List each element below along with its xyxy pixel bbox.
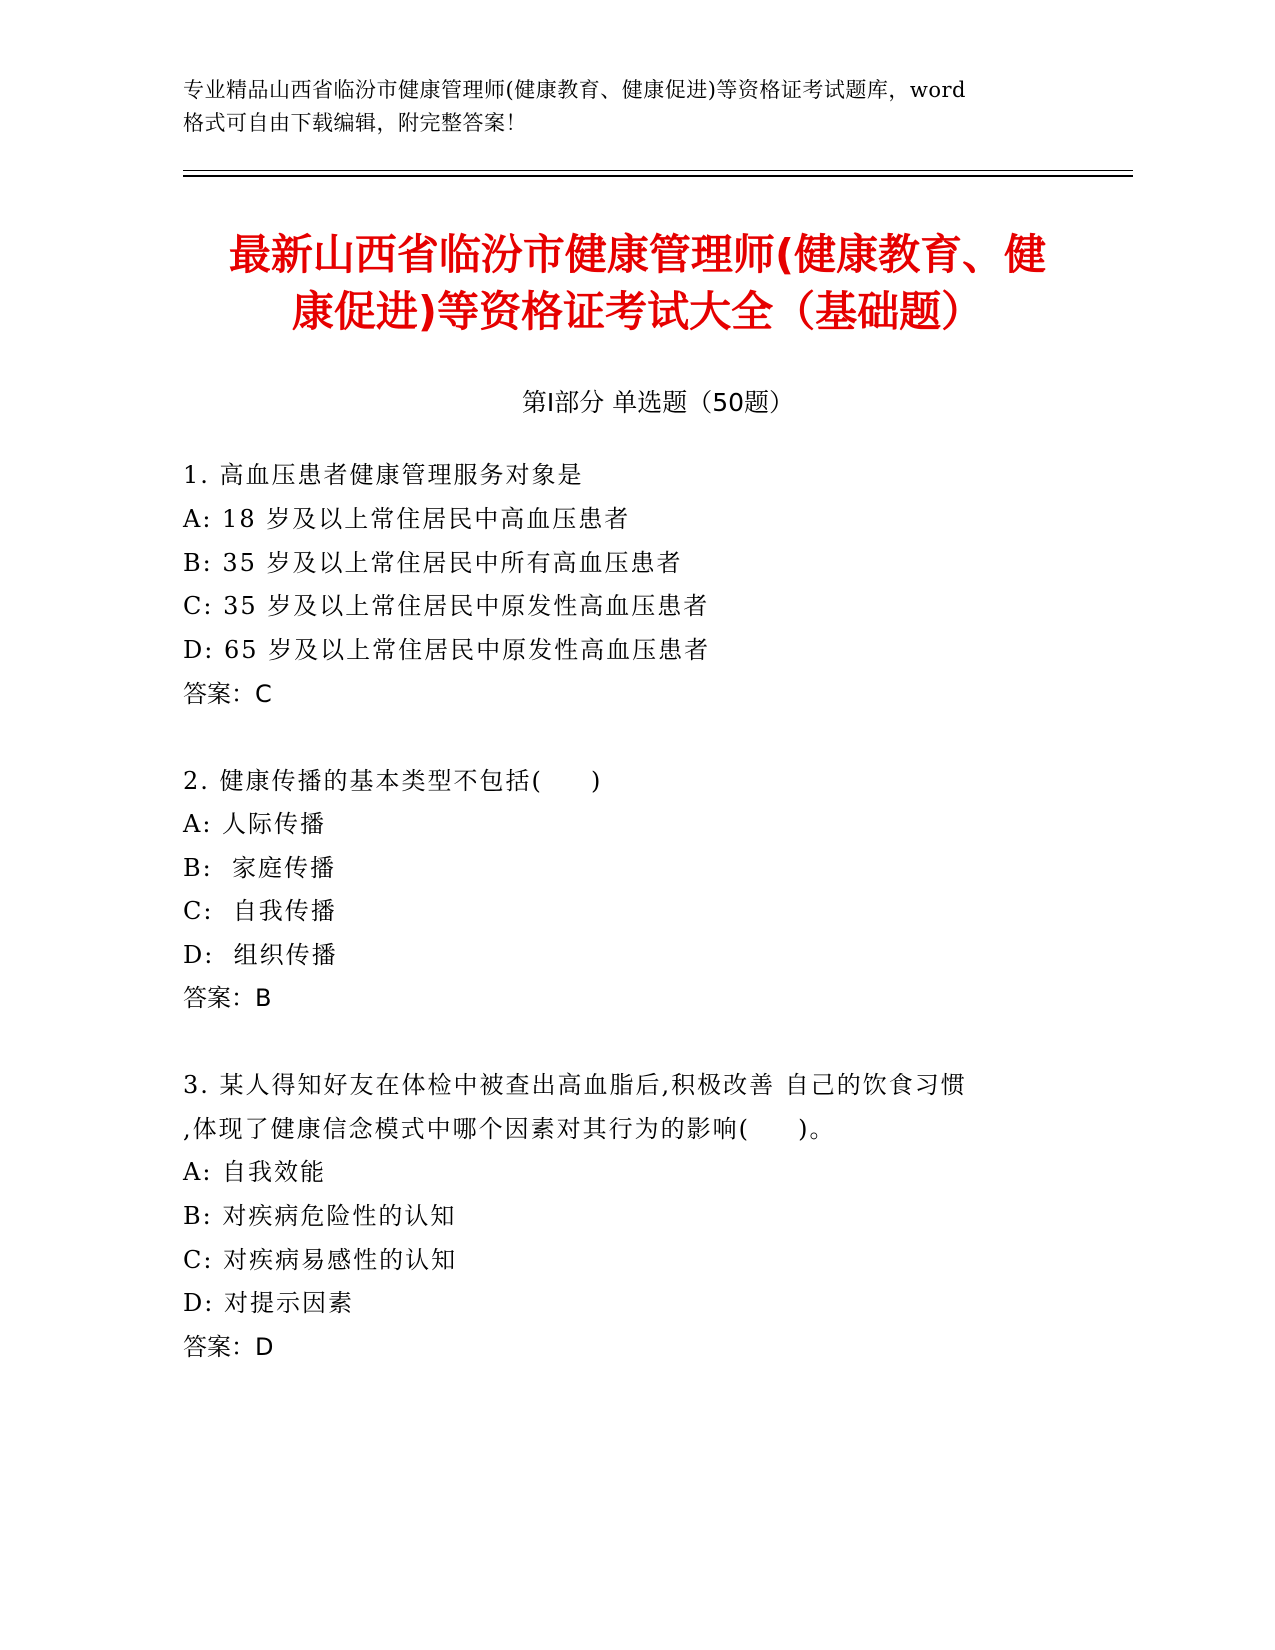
question-3-option-d: D: 对提示因素 — [183, 1289, 354, 1317]
question-3-option-b: B: 对疾病危险性的认知 — [183, 1202, 457, 1230]
question-2-answer: 答案：B — [183, 984, 272, 1012]
question-3-option-c: C: 对疾病易感性的认知 — [183, 1246, 458, 1274]
question-2-option-c: C: 自我传播 — [183, 897, 337, 925]
question-3-stem-line-1: 3. 某人得知好友在体检中被查出高血脂后,积极改善 自己的饮食习惯 — [183, 1071, 967, 1099]
question-1-option-a: A: 18 岁及以上常住居民中高血压患者 — [183, 505, 631, 533]
header-rule-thin — [183, 170, 1133, 171]
document-title — [140, 226, 1135, 340]
question-2-option-b: B: 家庭传播 — [183, 854, 336, 882]
question-2-option-d: D: 组织传播 — [183, 941, 338, 969]
section-heading: 第Ⅰ部分 单选题（50题） — [521, 388, 795, 417]
question-1-option-b: B: 35 岁及以上常住居民中所有高血压患者 — [183, 549, 683, 577]
question-3-option-a: A: 自我效能 — [183, 1158, 327, 1186]
header-note-line-2: 格式可自由下载编辑，附完整答案！ — [183, 111, 527, 135]
question-1-option-d: D: 65 岁及以上常住居民中原发性高血压患者 — [183, 636, 711, 664]
document-title-line-1: 最新山西省临汾市健康管理师(健康教育、健 — [228, 230, 1047, 279]
question-2-stem: 2. 健康传播的基本类型不包括( ) — [183, 767, 603, 795]
question-1-option-c: C: 35 岁及以上常住居民中原发性高血压患者 — [183, 592, 710, 620]
document-title-line-2: 康促进)等资格证考试大全（基础题） — [291, 287, 984, 336]
question-1-answer: 答案：C — [183, 680, 272, 708]
question-3-answer: 答案：D — [183, 1333, 274, 1361]
header-note-line-1: 专业精品山西省临汾市健康管理师(健康教育、健康促进)等资格证考试题库，word — [183, 78, 966, 102]
question-1-stem: 1. 高血压患者健康管理服务对象是 — [183, 461, 584, 489]
question-3-stem-line-2: ,体现了健康信念模式中哪个因素对其行为的影响( )。 — [183, 1115, 836, 1143]
header-note — [183, 74, 1083, 140]
header-rule-thick — [183, 175, 1133, 177]
question-2-option-a: A: 人际传播 — [183, 810, 327, 838]
